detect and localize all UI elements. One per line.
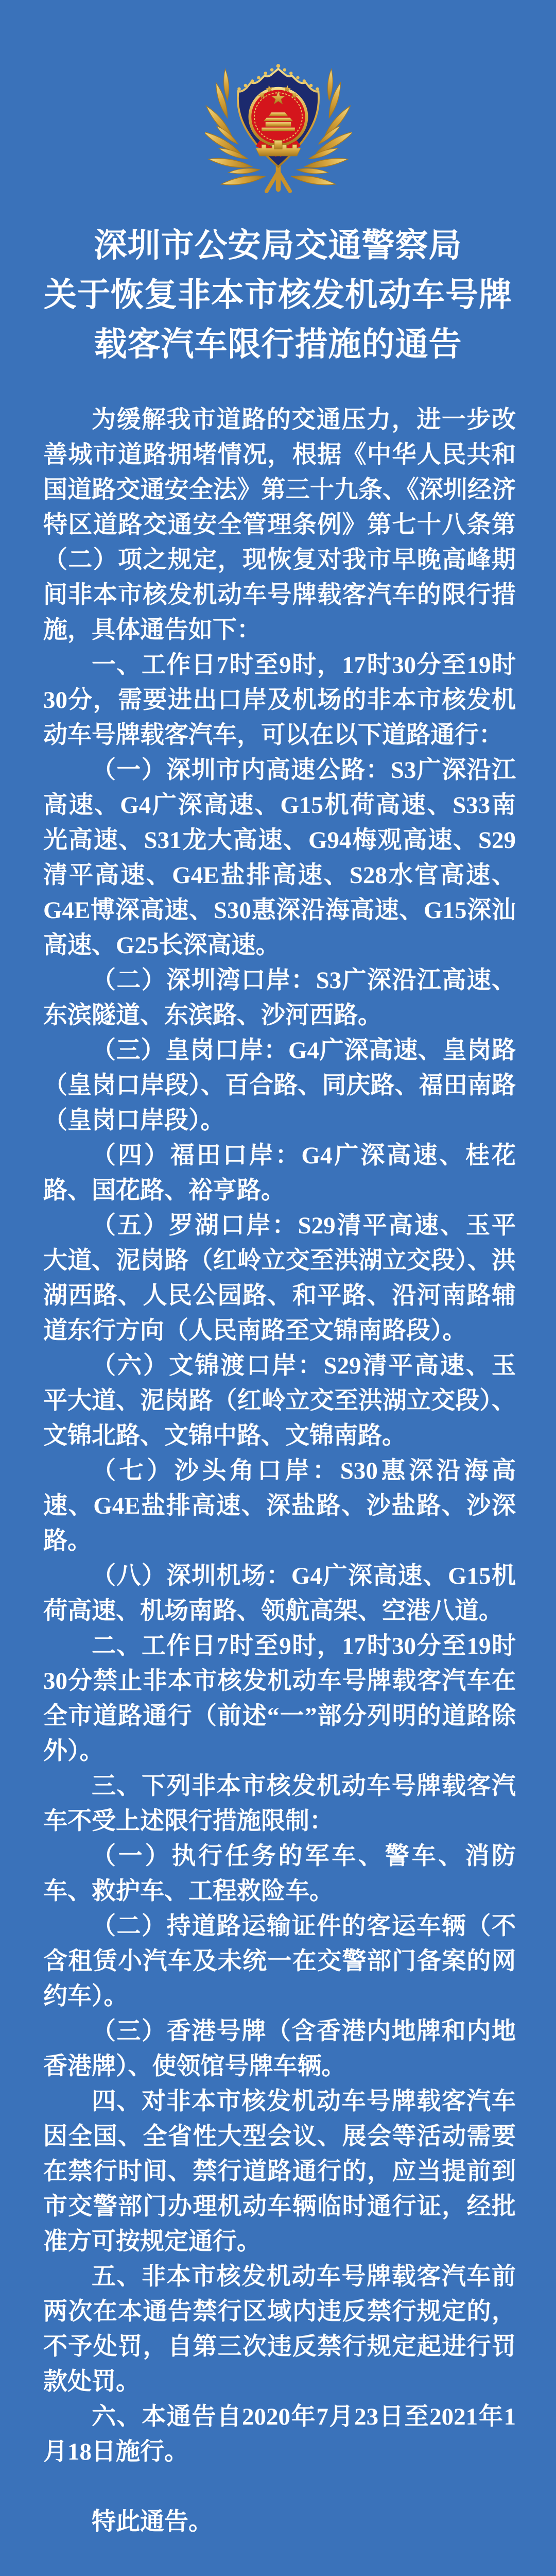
body-paragraph: 二、工作日7时至9时，17时30分至19时30分禁止非本市核发机动车号牌载客汽车在全市道路通行（前述“一”部分列明的道路除外）。 (43, 1633, 516, 1765)
title-line-2: 关于恢复非本市核发机动车号牌 (44, 277, 512, 313)
body-paragraph: 为缓解我市道路的交通压力，进一步改善城市道路拥堵情况，根据《中华人民共和国道路交通安全法》第三十九条、《深圳经济特区道路交通安全管理条例》第七十八条第（二）项之规定，现恢复对我市早晚高峰期间非本市核发机动车号牌载客汽车的限行措施，具体通告如下： (43, 406, 516, 643)
badge-area (0, 0, 556, 195)
closing-line: 特此通告。 (92, 2509, 213, 2535)
body-paragraph: 六、本通告自2020年7月23日至2021年1月18日施行。 (43, 2403, 516, 2465)
body-paragraph: （二）深圳湾口岸：S3广深沿江高速、东滨隧道、东滨路、沙河西路。 (43, 967, 516, 1029)
body-paragraph: 五、非本市核发机动车号牌载客汽车前两次在本通告禁行区域内违反禁行规定的，不予处罚，自第三次违反禁行规定起进行罚款处罚。 (43, 2263, 516, 2395)
body-paragraph: （八）深圳机场：G4广深高速、G15机荷高速、机场南路、领航高架、空港八道。 (43, 1563, 516, 1624)
body-paragraph: （三）皇岗口岸：G4广深高速、皇岗路（皇岗口岸段）、百合路、同庆路、福田南路（皇岗口岸段）。 (43, 1037, 516, 1134)
title-line-3: 载客汽车限行措施的通告 (94, 326, 462, 363)
body-paragraph: （一）执行任务的军车、警车、消防车、救护车、工程救险车。 (43, 1843, 516, 1905)
body-paragraphs (43, 402, 516, 2469)
police-badge-icon (205, 43, 352, 195)
notice-body (0, 402, 556, 2539)
body-paragraph: （六）文锦渡口岸：S29清平高速、玉平大道、泥岗路（红岭立交至洪湖立交段）、文锦北路、文锦中路、文锦南路。 (43, 1352, 516, 1449)
body-paragraph: 四、对非本市核发机动车号牌载客汽车因全国、全省性大型会议、展会等活动需要在禁行时间、禁行道路通行的，应当提前到市交警部门办理机动车辆临时通行证，经批准方可按规定通行。 (43, 2088, 516, 2255)
notice-title (0, 221, 556, 369)
body-paragraph: （二）持道路运输证件的客运车辆（不含租赁小汽车及未统一在交警部门备案的网约车）。 (43, 1913, 516, 2010)
body-paragraph: 三、下列非本市核发机动车号牌载客汽车不受上述限行措施限制： (43, 1773, 516, 1835)
body-paragraph: （七）沙头角口岸：S30惠深沿海高速、G4E盐排高速、深盐路、沙盐路、沙深路。 (43, 1458, 516, 1554)
body-paragraph: （三）香港号牌（含香港内地牌和内地香港牌）、使领馆号牌车辆。 (43, 2018, 516, 2080)
body-paragraph: （五）罗湖口岸：S29清平高速、玉平大道、泥岗路（红岭立交至洪湖立交段）、洪湖西路、人民公园路、和平路、沿河南路辅道东行方向（人民南路至文锦南路段）。 (43, 1212, 516, 1344)
title-line-1: 深圳市公安局交通警察局 (94, 227, 462, 264)
body-paragraph: （一）深圳市内高速公路：S3广深沿江高速、G4广深高速、G15机荷高速、S33南光高速、S31龙大高速、G94梅观高速、S29清平高速、G4E盐排高速、S28水官高速、G4E博深高速、S30惠深沿海高速、G15深汕高速、G25长深高速。 (43, 757, 516, 959)
body-paragraph: 一、工作日7时至9时，17时30分至19时30分，需要进出口岸及机场的非本市核发机动车号牌载客汽车，可以在以下道路通行： (43, 652, 516, 749)
body-paragraph: （四）福田口岸：G4广深高速、桂花路、国花路、裕亨路。 (43, 1142, 516, 1204)
